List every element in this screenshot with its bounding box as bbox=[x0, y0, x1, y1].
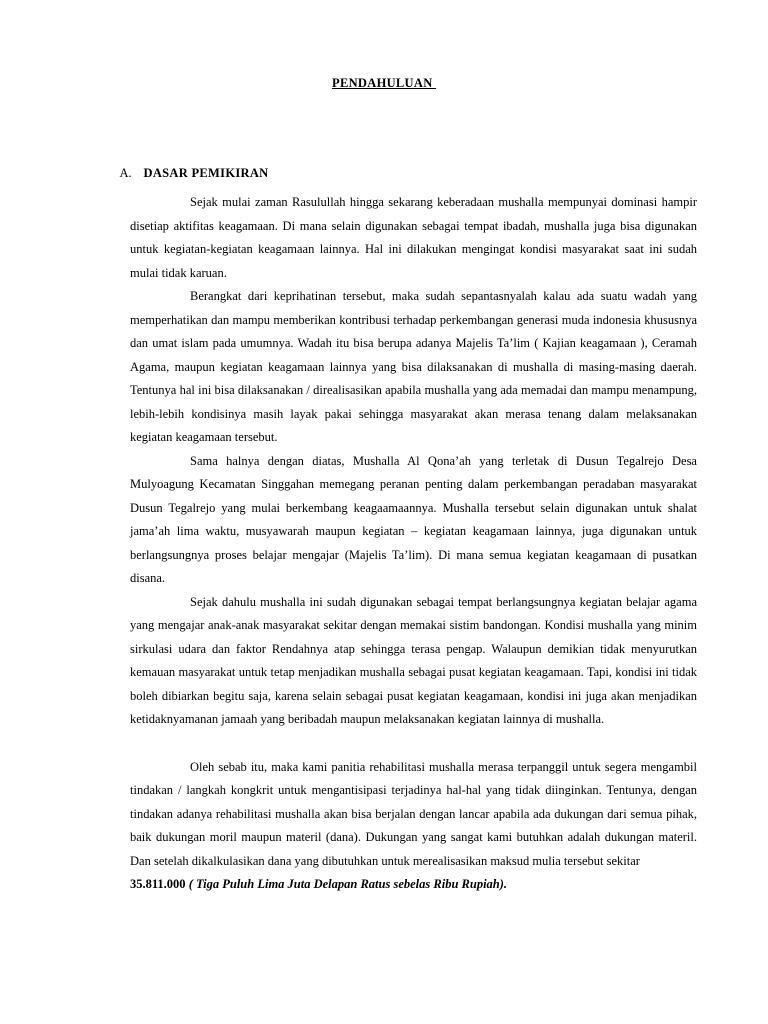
funding-amount-words: ( Tiga Puluh Lima Juta Delapan Ratus sebelas Ribu Rupiah). bbox=[185, 877, 508, 891]
funding-amount-line bbox=[130, 873, 697, 897]
paragraph-2: Berangkat dari keprihatinan tersebut, maka sudah sepantasnyalah kalau ada suatu wadah yang memperhatikan dan mampu memberikan kontribusi terhadap perkembangan generasi muda indonesia khususnya dan umat islam pada umumnya. Wadah itu bisa berupa adanya Majelis Ta’lim ( Kajian keagamaan ), Ceramah Agama, maupun kegiatan keagamaan lainnya yang bisa dilaksanakan di mushalla di masing-masing daerah. Tentunya hal ini bisa dilaksanakan / direalisasikan apabila mushalla yang ada memadai dan mampu menampung, lebih-lebih kondisinya masih layak pakai sehingga masyarakat akan merasa tenang dalam melaksanakan kegiatan keagamaan tersebut. bbox=[130, 289, 697, 444]
paragraph-3: Sama halnya dengan diatas, Mushalla Al Qona’ah yang terletak di Dusun Tegalrejo Desa Mulyoagung Kecamatan Singgahan memegang peranan penting dalam perkembangan peradaban masyarakat Dusun Tegalrejo yang mulai berkembang keagaamaannya. Mushalla tersebut selain digunakan untuk shalat jama’ah lima waktu, musyawarah maupun kegiatan – kegiatan keagamaan lainnya, juga digunakan untuk berlangsungnya proses belajar mengajar (Majelis Ta’lim). Di mana semua kegiatan keagamaan di pusatkan disana. bbox=[130, 453, 697, 585]
page-title: PENDAHULUAN bbox=[332, 76, 436, 90]
section-letter: A. bbox=[119, 166, 132, 180]
body-text bbox=[130, 191, 697, 897]
section-heading bbox=[107, 151, 269, 196]
paragraph-1: Sejak mulai zaman Rasulullah hingga sekarang keberadaan mushalla mempunyai dominasi hampir disetiap aktifitas keagamaan. Di mana selain digunakan sebagai tempat ibadah, mushalla juga bisa digunakan untuk kegiatan-kegiatan keagamaan lainnya. Hal ini dilakukan mengingat kondisi masyarakat saat ini sudah mulai tidak karuan. bbox=[130, 195, 697, 280]
paragraph-4: Sejak dahulu mushalla ini sudah digunakan sebagai tempat berlangsungnya kegiatan belajar agama yang mengajar anak-anak masyarakat sekitar dengan memakai sistim bandongan. Kondisi mushalla yang minim sirkulasi udara dan faktor Rendahnya atap sehingga terasa pengap. Walaupun demikian tidak menyurutkan kemauan masyarakat untuk tetap menjadikan mushalla sebagai pusat kegiatan keagamaan. Tapi, kondisi ini tidak boleh dibiarkan begitu saja, karena selain sebagai pusat kegiatan keagamaan, kondisi ini juga akan menjadikan ketidaknyamanan jamaah yang beribadah maupun melaksanakan kegiatan lainnya di mushalla. bbox=[130, 594, 697, 726]
section-title: DASAR PEMIKIRAN bbox=[143, 166, 269, 180]
funding-amount-number: 35.811.000 bbox=[130, 877, 186, 891]
paragraph-5: Oleh sebab itu, maka kami panitia rehabilitasi mushalla merasa terpanggil untuk segera mengambil tindakan / langkah kongkrit untuk mengantisipasi terjadinya hal-hal yang tidak diinginkan. Tentunya, dengan tindakan adanya rehabilitasi mushalla akan bisa berjalan dengan lancar apabila ada dukungan dari semua pihak, baik dukungan moril maupun materil (dana). Dukungan yang sangat kami butuhkan adalah dukungan materil. Dan setelah dikalkulasikan dana yang dibutuhkan untuk merealisasikan maksud mulia tersebut sekitar bbox=[130, 759, 697, 868]
